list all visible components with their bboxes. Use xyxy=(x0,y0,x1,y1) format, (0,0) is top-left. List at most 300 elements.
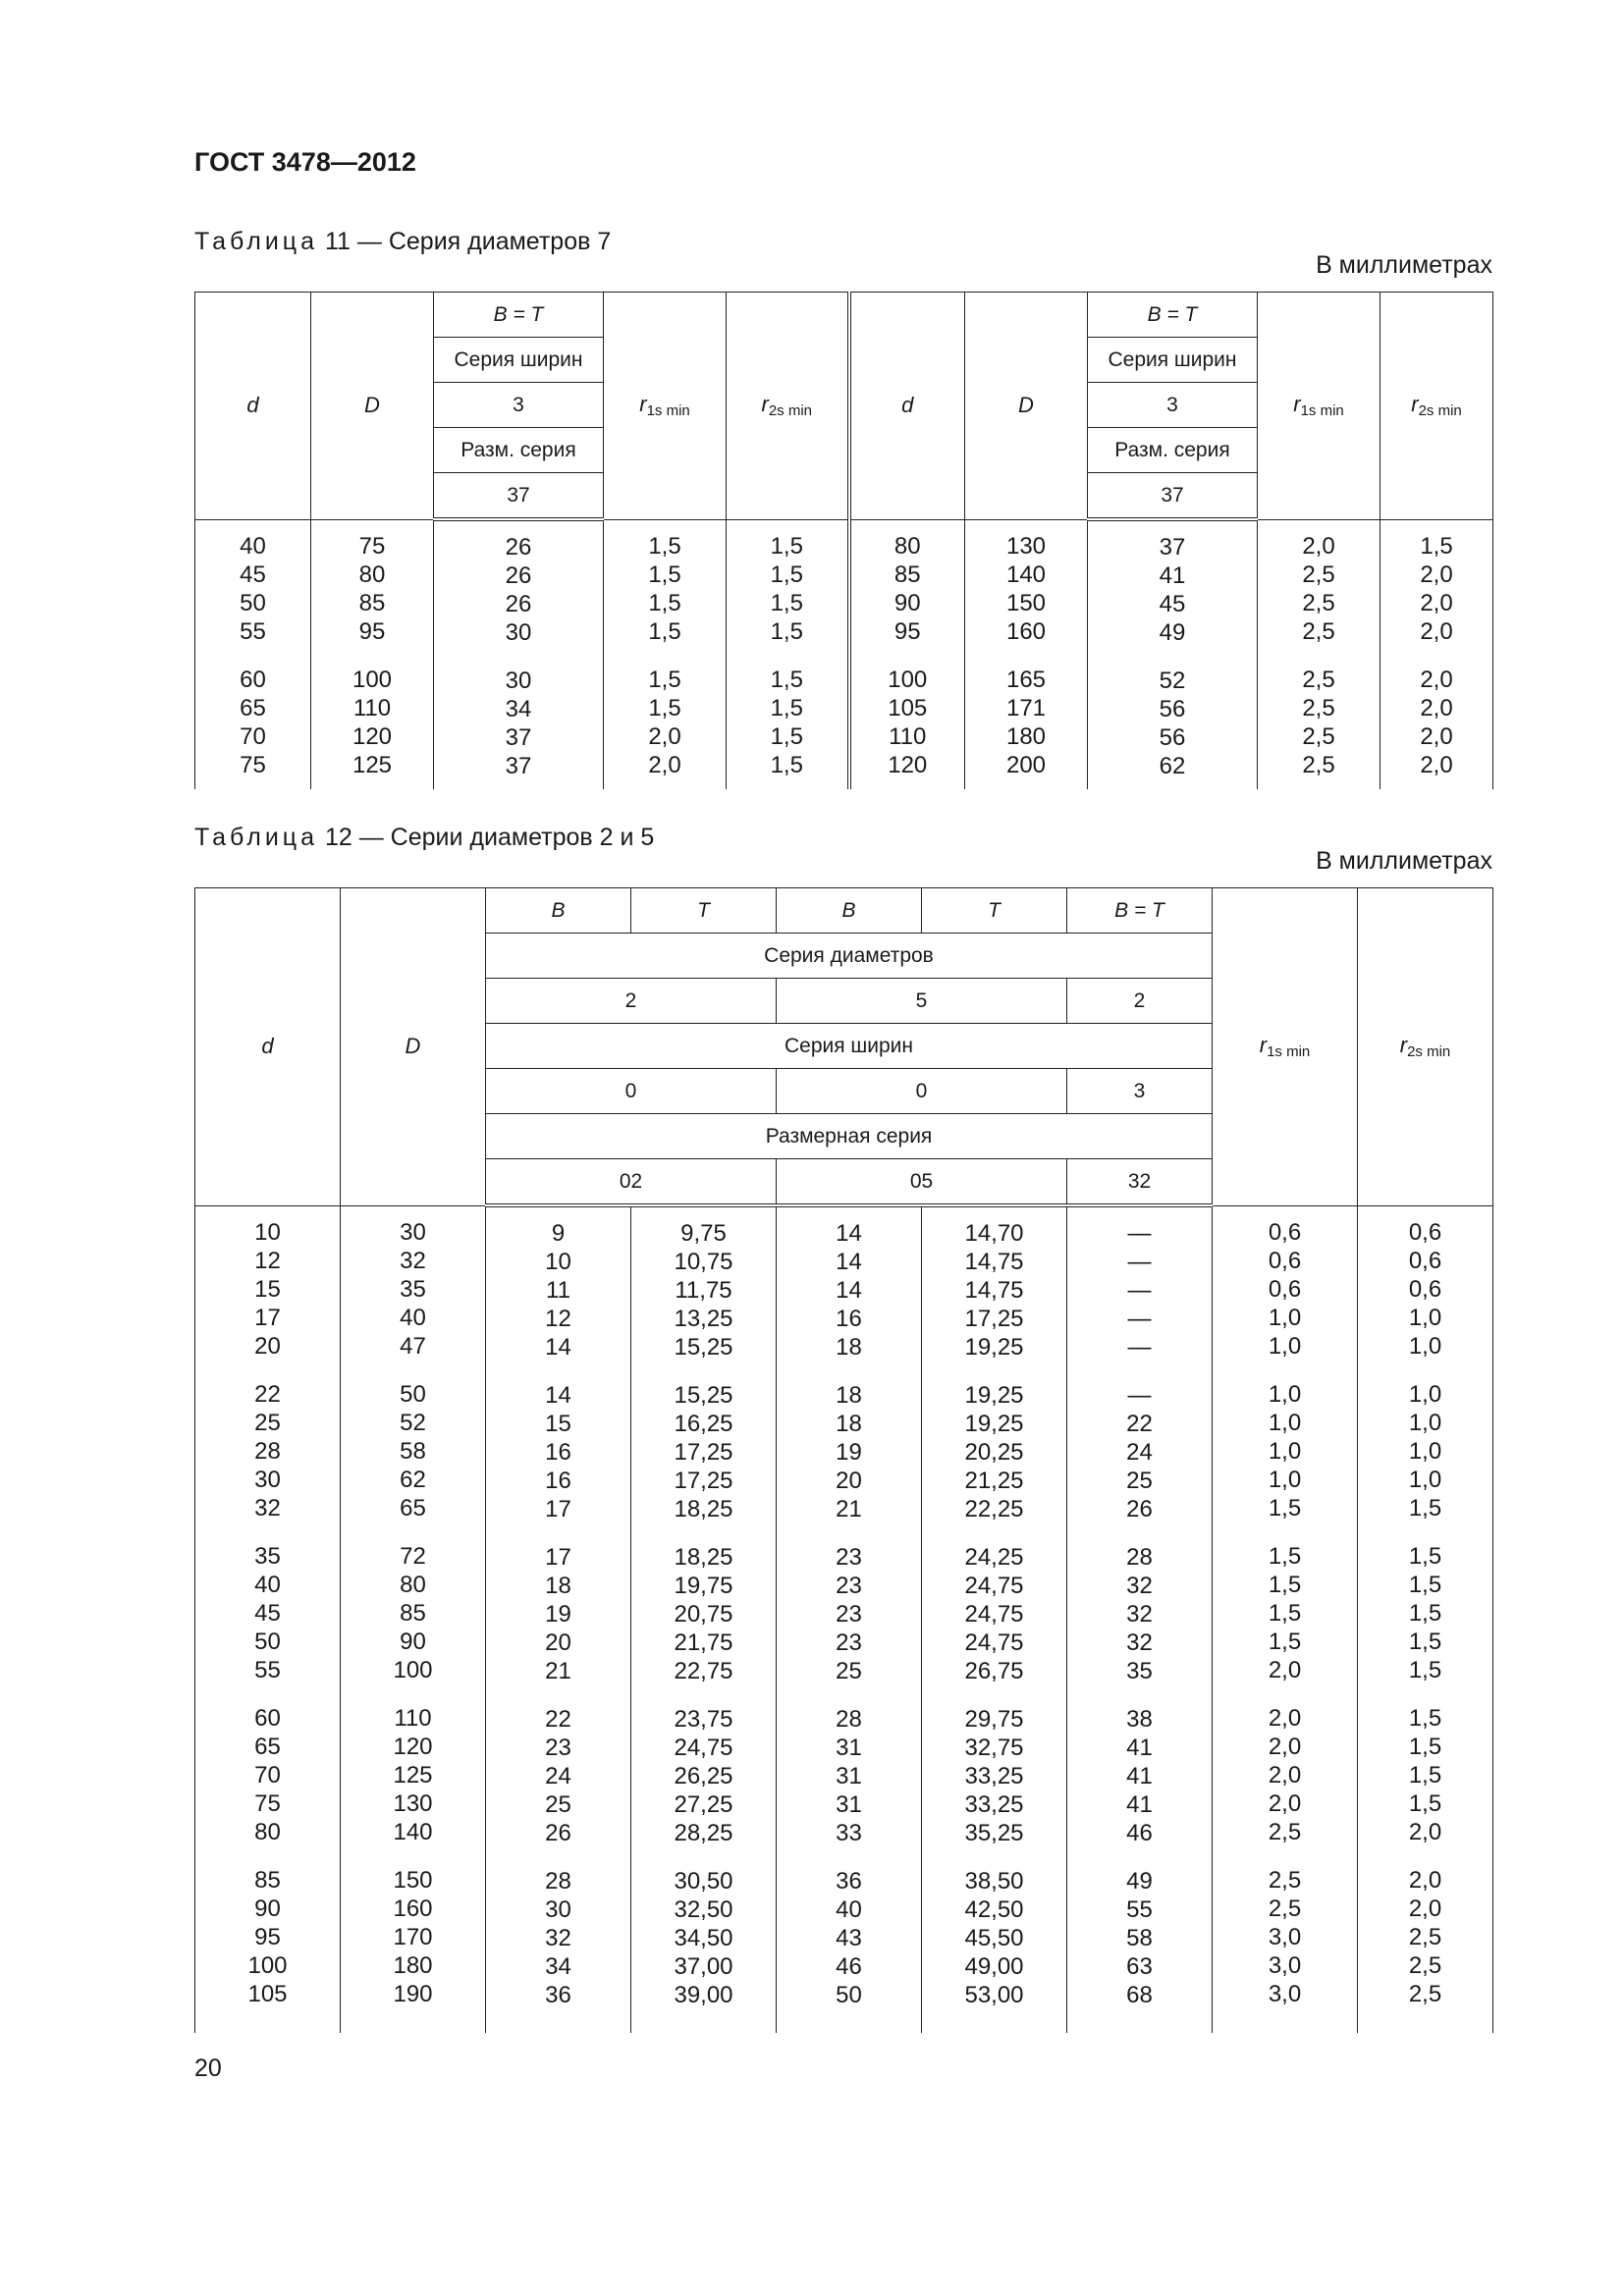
table-cell: 1,0 xyxy=(1268,1380,1302,1408)
table-cell: 0,6 xyxy=(1268,1275,1302,1303)
table-cell: 20 xyxy=(545,1629,571,1656)
table-cell: 30 xyxy=(545,1896,571,1923)
table-cell: 1,0 xyxy=(1268,1332,1302,1360)
table-cell: 14 xyxy=(545,1334,571,1361)
table-cell: 2,0 xyxy=(1268,1761,1302,1789)
t12-size-series: Размерная серия xyxy=(486,1114,1213,1159)
table-cell: 140 xyxy=(393,1818,433,1845)
group-gap xyxy=(1067,1523,1212,1543)
table-cell: 14,75 xyxy=(964,1277,1024,1304)
table-cell: 72 xyxy=(400,1542,426,1570)
table-cell: 55 xyxy=(1126,1896,1153,1923)
table-cell: 34 xyxy=(505,696,532,722)
t11-width-value-right: 3 xyxy=(1088,383,1258,428)
t11-head-D-right: D xyxy=(965,293,1088,520)
table-cell: 1,0 xyxy=(1268,1466,1302,1493)
table-cell: 42,50 xyxy=(964,1896,1024,1923)
group-gap xyxy=(1088,647,1257,667)
table-cell: 26 xyxy=(505,534,532,561)
table-cell: 39,00 xyxy=(674,1982,733,2008)
table-cell: 160 xyxy=(1005,617,1047,645)
table-11-units: В миллиметрах xyxy=(1316,251,1492,279)
group-gap xyxy=(341,1522,485,1542)
table-cell: 17,25 xyxy=(674,1468,733,1494)
table-cell: 28 xyxy=(1126,1544,1153,1571)
table-cell: 65 xyxy=(240,694,266,721)
table-cell: 41 xyxy=(1126,1735,1153,1761)
table-cell: 110 xyxy=(352,694,392,721)
table-cell: 16 xyxy=(836,1306,862,1332)
table-cell: 22,75 xyxy=(674,1658,733,1684)
table-cell: 3,0 xyxy=(1268,1980,1302,2007)
table-cell: 12 xyxy=(545,1306,571,1332)
table-cell: 110 xyxy=(889,722,927,750)
table-cell: 25 xyxy=(836,1658,862,1684)
table-cell: 2,0 xyxy=(1420,694,1453,721)
table-cell: 1,5 xyxy=(1408,1542,1442,1570)
t12-head-b2: B xyxy=(777,888,922,934)
table-cell: 46 xyxy=(1126,1820,1153,1846)
t11-head-r1-left: $r_{1s min}$ xyxy=(604,293,727,520)
table-cell: 18,25 xyxy=(674,1496,733,1522)
table-cell: 2,0 xyxy=(648,722,681,750)
group-gap xyxy=(486,1685,630,1705)
table-cell: 32,50 xyxy=(674,1896,733,1923)
table-cell: 2,0 xyxy=(1420,751,1453,778)
group-gap xyxy=(777,1685,921,1705)
table-cell: 110 xyxy=(394,1704,432,1732)
table-cell: 35 xyxy=(1126,1658,1153,1684)
table-cell: 200 xyxy=(1005,751,1047,778)
t12-head-r1: $r_{1s min}$ xyxy=(1213,888,1358,1206)
table-11-caption-text: 11 — Серия диаметров 7 xyxy=(324,228,612,255)
table-cell: 2,0 xyxy=(1408,1818,1442,1845)
table-cell: 1,5 xyxy=(648,694,681,721)
group-gap xyxy=(434,647,603,667)
table-cell: 1,5 xyxy=(1408,1704,1442,1732)
group-gap xyxy=(1213,1361,1357,1380)
table-cell: — xyxy=(1127,1220,1152,1247)
table-cell: 37 xyxy=(1159,534,1186,561)
t12-col-r2 xyxy=(1358,1205,1493,2033)
group-gap xyxy=(922,1362,1066,1381)
table-cell: 1,5 xyxy=(1408,1789,1442,1817)
table-cell: 14 xyxy=(545,1382,571,1409)
t12-col-d xyxy=(195,1205,341,2033)
table-cell: — xyxy=(1127,1306,1152,1332)
table-cell: 0,6 xyxy=(1268,1247,1302,1274)
table-cell: 63 xyxy=(1126,1953,1153,1980)
t11-head-r1-right: $r_{1s min}$ xyxy=(1258,293,1380,520)
table-cell: 1,5 xyxy=(770,532,803,560)
group-gap xyxy=(311,646,433,666)
table-cell: 58 xyxy=(400,1437,426,1465)
table-cell: 23 xyxy=(836,1601,862,1628)
table-cell: 30,50 xyxy=(674,1868,733,1895)
table-cell: 33 xyxy=(836,1820,862,1846)
table-cell: 31 xyxy=(836,1735,862,1761)
group-gap xyxy=(631,1523,776,1543)
table-cell: 105 xyxy=(888,694,928,721)
table-cell: 2,0 xyxy=(1420,561,1453,588)
table-cell: 2,0 xyxy=(1268,1733,1302,1760)
table-cell: 2,5 xyxy=(1268,1866,1302,1894)
table-cell: 19,25 xyxy=(964,1382,1024,1409)
table-cell: 28 xyxy=(254,1437,281,1465)
table-cell: 16,25 xyxy=(674,1411,733,1437)
table-cell: 22 xyxy=(254,1380,281,1408)
t11-head-d-left: d xyxy=(195,293,311,520)
table-cell: 90 xyxy=(893,589,921,616)
table-cell: 45 xyxy=(1159,591,1186,617)
t12-size-c: 32 xyxy=(1067,1159,1213,1206)
table-cell: 31 xyxy=(836,1763,862,1789)
table-cell: 1,5 xyxy=(648,532,681,560)
table-cell: 1,0 xyxy=(1268,1437,1302,1465)
table-cell: 180 xyxy=(1005,722,1047,750)
table-cell: 17 xyxy=(545,1544,571,1571)
table-cell: 55 xyxy=(240,617,266,645)
table-cell: 130 xyxy=(1005,532,1047,560)
table-cell: 32 xyxy=(254,1494,281,1522)
table-cell: 1,0 xyxy=(1408,1380,1442,1408)
table-cell: 62 xyxy=(1159,753,1186,779)
table-cell: 1,5 xyxy=(1268,1571,1302,1598)
table-cell: 90 xyxy=(254,1895,281,1922)
group-gap xyxy=(1380,646,1492,666)
t11-head-D-left: D xyxy=(311,293,434,520)
table-cell: 1,5 xyxy=(1408,1494,1442,1522)
group-gap xyxy=(486,1523,630,1543)
t11-col-r1-left xyxy=(604,519,727,789)
group-gap xyxy=(1358,1361,1492,1380)
table-cell: 1,5 xyxy=(770,666,803,693)
group-gap xyxy=(1358,1684,1492,1704)
group-gap xyxy=(777,1362,921,1381)
table-cell: 17,25 xyxy=(674,1439,733,1466)
table-cell: 30 xyxy=(254,1466,281,1493)
table-cell: 1,5 xyxy=(648,666,681,693)
table-cell: 30 xyxy=(505,667,532,694)
table-cell: 9,75 xyxy=(680,1220,727,1247)
table-cell: 18 xyxy=(836,1411,862,1437)
table-cell: 190 xyxy=(393,1980,433,2007)
table-cell: 23 xyxy=(836,1629,862,1656)
table-cell: 0,6 xyxy=(1408,1275,1442,1303)
table-cell: 1,5 xyxy=(1408,1628,1442,1655)
group-gap xyxy=(851,646,965,666)
t12-col-t1 xyxy=(631,1205,777,2033)
table-cell: 1,0 xyxy=(1408,1304,1442,1331)
table-cell: 38,50 xyxy=(964,1868,1024,1895)
group-gap xyxy=(631,1362,776,1381)
table-cell: 2,0 xyxy=(1420,589,1453,616)
group-gap xyxy=(631,1685,776,1705)
table-cell: 65 xyxy=(254,1733,281,1760)
table-cell: 2,0 xyxy=(1408,1866,1442,1894)
t12-diam-c: 2 xyxy=(1067,979,1213,1024)
group-gap xyxy=(1067,1362,1212,1381)
table-cell: 100 xyxy=(393,1656,433,1683)
table-cell: 1,5 xyxy=(648,617,681,645)
table-cell: 40 xyxy=(836,1896,862,1923)
t11-col-d-left xyxy=(195,519,311,789)
table-cell: 100 xyxy=(247,1951,288,1979)
table-cell: 47 xyxy=(400,1332,426,1360)
group-gap xyxy=(486,1847,630,1867)
table-cell: 1,5 xyxy=(1268,1494,1302,1522)
group-gap xyxy=(631,1847,776,1867)
table-cell: 55 xyxy=(254,1656,281,1683)
table-cell: 14 xyxy=(836,1277,862,1304)
table-cell: 75 xyxy=(240,751,266,778)
table-cell: 26 xyxy=(545,1820,571,1846)
table-cell: 1,5 xyxy=(1408,1571,1442,1598)
t12-width-c: 3 xyxy=(1067,1069,1213,1114)
table-cell: 26 xyxy=(505,591,532,617)
table-cell: 2,0 xyxy=(1420,666,1453,693)
table-cell: 45,50 xyxy=(964,1925,1024,1951)
table-cell: 18 xyxy=(545,1573,571,1599)
group-gap xyxy=(965,646,1087,666)
table-cell: 46 xyxy=(836,1953,862,1980)
table-cell: 24,25 xyxy=(964,1544,1024,1571)
table-cell: 19,25 xyxy=(964,1334,1024,1361)
table-cell: 24,75 xyxy=(964,1573,1024,1599)
group-gap xyxy=(727,646,847,666)
page-number: 20 xyxy=(194,2055,222,2082)
table-cell: 20 xyxy=(254,1332,281,1360)
table-cell: 80 xyxy=(254,1818,281,1845)
table-cell: 2,5 xyxy=(1302,694,1335,721)
table-cell: 26 xyxy=(1126,1496,1153,1522)
table-11-caption xyxy=(194,228,611,256)
t12-col-t2 xyxy=(922,1205,1067,2033)
t11-col-r2-left xyxy=(727,519,849,789)
table-cell: 18 xyxy=(836,1334,862,1361)
t12-col-b2 xyxy=(777,1205,922,2033)
table-cell: 2,0 xyxy=(1420,722,1453,750)
table-cell: 1,5 xyxy=(770,722,803,750)
table-cell: 37 xyxy=(505,753,532,779)
table-cell: 45 xyxy=(240,561,266,588)
table-cell: 29,75 xyxy=(964,1706,1024,1733)
table-cell: 2,5 xyxy=(1408,1980,1442,2007)
table-cell: 50 xyxy=(400,1380,426,1408)
table-cell: 50 xyxy=(254,1628,281,1655)
table-cell: 26 xyxy=(505,562,532,589)
table-cell: 24 xyxy=(1126,1439,1153,1466)
group-gap xyxy=(922,1847,1066,1867)
table-cell: 50 xyxy=(836,1982,862,2008)
table-cell: 10,75 xyxy=(674,1249,733,1275)
table-cell: 125 xyxy=(352,751,393,778)
table-cell: 1,5 xyxy=(1408,1599,1442,1627)
t11-width-series-right: Серия ширин xyxy=(1088,338,1258,383)
table-cell: 20,25 xyxy=(964,1439,1024,1466)
document-header: ГОСТ 3478—2012 xyxy=(194,147,416,177)
table-cell: 80 xyxy=(400,1571,426,1598)
table-cell: 1,5 xyxy=(1408,1733,1442,1760)
table-cell: 19 xyxy=(836,1439,862,1466)
table-cell: 100 xyxy=(888,666,928,693)
t12-width-a: 0 xyxy=(486,1069,777,1114)
t11-head-r2-left: $r_{2s min}$ xyxy=(727,293,849,520)
table-cell: 37,00 xyxy=(674,1953,733,1980)
table-cell: 35 xyxy=(400,1275,426,1303)
table-cell: 70 xyxy=(240,722,266,750)
table-cell: 30 xyxy=(505,619,532,646)
table-cell: 24,75 xyxy=(964,1629,1024,1656)
table-cell: 52 xyxy=(400,1409,426,1436)
table-cell: 30 xyxy=(400,1218,426,1246)
t12-width-series: Серия ширин xyxy=(486,1024,1213,1069)
table-cell: 19,25 xyxy=(964,1411,1024,1437)
table-cell: 26,75 xyxy=(964,1658,1024,1684)
group-gap xyxy=(195,1361,340,1380)
t11-col-bt-left xyxy=(434,519,604,789)
t12-head-D: D xyxy=(341,888,486,1206)
t12-diam-series: Серия диаметров xyxy=(486,934,1213,979)
table-cell: 20,75 xyxy=(674,1601,733,1628)
table-cell: 100 xyxy=(352,666,393,693)
group-gap xyxy=(195,646,310,666)
group-gap xyxy=(777,1523,921,1543)
t11-col-D-right xyxy=(965,519,1088,789)
table-cell: 1,5 xyxy=(1268,1542,1302,1570)
t12-head-t1: T xyxy=(631,888,777,934)
table-cell: 56 xyxy=(1159,696,1186,722)
table-cell: 2,5 xyxy=(1408,1951,1442,1979)
table-11 xyxy=(194,292,1493,789)
table-cell: 17,25 xyxy=(964,1306,1024,1332)
table-cell: 41 xyxy=(1126,1791,1153,1818)
table-cell: 150 xyxy=(1005,589,1047,616)
table-cell: 40 xyxy=(240,532,266,560)
table-cell: 120 xyxy=(393,1733,433,1760)
table-cell: 24,75 xyxy=(964,1601,1024,1628)
table-cell: 95 xyxy=(358,617,386,645)
table-cell: 3,0 xyxy=(1268,1951,1302,1979)
table-cell: 70 xyxy=(254,1761,281,1789)
table-cell: 2,0 xyxy=(1302,532,1335,560)
table-cell: 1,0 xyxy=(1268,1409,1302,1436)
table-cell: 28 xyxy=(836,1706,862,1733)
table-cell: 49,00 xyxy=(964,1953,1024,1980)
table-cell: 10 xyxy=(254,1218,281,1246)
table-cell: 0,6 xyxy=(1268,1218,1302,1246)
table-cell: 25 xyxy=(254,1409,281,1436)
table-cell: 18,25 xyxy=(674,1544,733,1571)
table-cell: 1,5 xyxy=(770,617,803,645)
table-cell: 160 xyxy=(393,1895,433,1922)
group-gap xyxy=(341,1846,485,1866)
table-cell: 65 xyxy=(400,1494,426,1522)
table-cell: 2,0 xyxy=(648,751,681,778)
table-cell: 32 xyxy=(1126,1629,1153,1656)
group-gap xyxy=(777,1847,921,1867)
table-cell: — xyxy=(1127,1382,1152,1409)
table-cell: 1,0 xyxy=(1408,1332,1442,1360)
table-cell: 23,75 xyxy=(674,1706,733,1733)
t12-col-b1 xyxy=(486,1205,631,2033)
t12-head-bt: B = T xyxy=(1067,888,1213,934)
group-gap xyxy=(1358,1522,1492,1542)
table-cell: 2,5 xyxy=(1268,1895,1302,1922)
table-cell: 45 xyxy=(254,1599,281,1627)
table-cell: 2,5 xyxy=(1302,722,1335,750)
t11-head-d-right: d xyxy=(849,293,965,520)
table-cell: 125 xyxy=(393,1761,433,1789)
table-cell: 68 xyxy=(1126,1982,1153,2008)
table-cell: 180 xyxy=(393,1951,433,1979)
t11-size-value-left: 37 xyxy=(434,473,604,520)
table-cell: 14 xyxy=(836,1249,862,1275)
table-12-caption-word: Таблица xyxy=(194,824,319,851)
table-cell: 0,6 xyxy=(1408,1218,1442,1246)
table-cell: 41 xyxy=(1126,1763,1153,1789)
t11-head-bt-left: B = T xyxy=(434,293,604,338)
table-cell: 32,75 xyxy=(964,1735,1024,1761)
table-cell: 1,5 xyxy=(1408,1656,1442,1683)
t12-head-d: d xyxy=(195,888,341,1206)
table-cell: 19 xyxy=(545,1601,571,1628)
table-cell: 2,5 xyxy=(1302,589,1335,616)
table-cell: 2,0 xyxy=(1420,617,1453,645)
table-cell: 85 xyxy=(893,561,921,588)
table-cell: 120 xyxy=(352,722,393,750)
group-gap xyxy=(1213,1522,1357,1542)
table-cell: 20 xyxy=(836,1468,862,1494)
table-cell: 32 xyxy=(545,1925,571,1951)
table-cell: 35 xyxy=(254,1542,281,1570)
table-cell: 21 xyxy=(836,1496,862,1522)
table-cell: 1,0 xyxy=(1408,1466,1442,1493)
table-cell: 49 xyxy=(1126,1868,1153,1895)
t12-head-t2: T xyxy=(922,888,1067,934)
table-cell: 28 xyxy=(545,1868,571,1895)
table-cell: 40 xyxy=(400,1304,426,1331)
table-cell: 10 xyxy=(545,1249,571,1275)
table-cell: 140 xyxy=(1005,561,1047,588)
table-cell: 1,0 xyxy=(1408,1437,1442,1465)
table-cell: 52 xyxy=(1159,667,1186,694)
table-cell: 32 xyxy=(400,1247,426,1274)
group-gap xyxy=(1258,646,1380,666)
t11-size-series-right: Разм. серия xyxy=(1088,428,1258,473)
table-cell: 1,0 xyxy=(1408,1409,1442,1436)
table-cell: 80 xyxy=(893,532,921,560)
t12-size-b: 05 xyxy=(777,1159,1067,1206)
table-cell: 22 xyxy=(545,1706,571,1733)
table-cell: 2,0 xyxy=(1268,1656,1302,1683)
table-cell: 17 xyxy=(545,1496,571,1522)
table-cell: 43 xyxy=(836,1925,862,1951)
table-cell: 23 xyxy=(545,1735,571,1761)
table-12-units: В миллиметрах xyxy=(1316,847,1492,875)
table-cell: 25 xyxy=(545,1791,571,1818)
table-12-caption-text: 12 — Серии диаметров 2 и 5 xyxy=(324,824,655,851)
table-cell: 21 xyxy=(545,1658,571,1684)
table-cell: 2,5 xyxy=(1302,617,1335,645)
table-12-caption xyxy=(194,824,654,852)
table-cell: 80 xyxy=(358,561,386,588)
table-cell: 85 xyxy=(358,589,386,616)
t12-col-D xyxy=(341,1205,486,2033)
table-cell: 15,25 xyxy=(674,1382,733,1409)
table-cell: — xyxy=(1127,1249,1152,1275)
table-cell: 75 xyxy=(358,532,386,560)
